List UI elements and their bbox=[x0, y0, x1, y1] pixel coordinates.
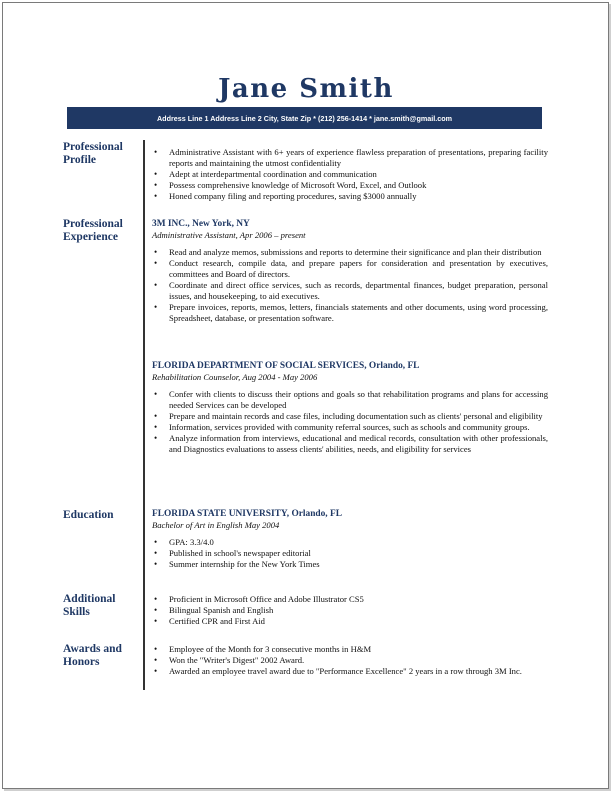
list-item: • Won the "Writer's Digest" 2002 Award. bbox=[152, 655, 548, 666]
job-bullets bbox=[152, 389, 548, 455]
list-item: • Information, services provided with community referral sources, such as schools and community groups. bbox=[152, 422, 548, 433]
section-label-awards bbox=[63, 643, 141, 669]
candidate-name: Jane Smith bbox=[218, 74, 394, 104]
contact-band bbox=[67, 107, 542, 129]
degree: Bachelor of Art in English May 2004 bbox=[152, 520, 280, 530]
list-item: • Adept at interdepartmental coordination and communication bbox=[152, 169, 548, 180]
awards-bullets bbox=[152, 644, 548, 677]
list-item: • Read and analyze memos, submissions and reports to determine their significance and plan their distribution bbox=[152, 247, 548, 258]
list-item: • Coordinate and direct office services, such as records, departmental finances, budget preparation, personal issues, and housekeeping, to aid executives. bbox=[152, 280, 548, 302]
skills-bullets bbox=[152, 594, 548, 627]
list-item: • Certified CPR and First Aid bbox=[152, 616, 548, 627]
experience-job-2 bbox=[152, 360, 548, 455]
label-line: Education bbox=[63, 509, 114, 521]
awards-content bbox=[152, 644, 548, 677]
job-bullets bbox=[152, 247, 548, 324]
section-label-skills bbox=[63, 593, 141, 619]
label-line: Experience bbox=[63, 231, 118, 243]
label-line: Skills bbox=[63, 606, 90, 618]
list-item: • Possess comprehensive knowledge of Microsoft Word, Excel, and Outlook bbox=[152, 180, 548, 191]
label-line: Honors bbox=[63, 656, 100, 668]
section-divider-line bbox=[143, 140, 145, 690]
label-line: Awards and bbox=[63, 643, 122, 655]
education-content bbox=[152, 508, 548, 570]
list-item: • GPA: 3.3/4.0 bbox=[152, 537, 548, 548]
employer-name: 3M INC., New York, NY bbox=[152, 219, 250, 229]
list-item: • Confer with clients to discuss their options and goals so that rehabilitation programs and plans for accessing needed Services can be developed bbox=[152, 389, 548, 411]
profile-bullets bbox=[152, 147, 548, 202]
section-label-education bbox=[63, 509, 141, 522]
job-title: Administrative Assistant, Apr 2006 – present bbox=[152, 230, 306, 240]
education-bullets bbox=[152, 537, 548, 570]
list-item: • Published in school's newspaper editorial bbox=[152, 548, 548, 559]
school-name: FLORIDA STATE UNIVERSITY, Orlando, FL bbox=[152, 509, 342, 519]
employer-name: FLORIDA DEPARTMENT OF SOCIAL SERVICES, Orlando, FL bbox=[152, 361, 420, 371]
list-item: • Employee of the Month for 3 consecutive months in H&M bbox=[152, 644, 548, 655]
list-item: • Prepare and maintain records and case files, including documentation such as clients' personal and eligibility bbox=[152, 411, 548, 422]
list-item: • Proficient in Microsoft Office and Adobe Illustrator CS5 bbox=[152, 594, 548, 605]
list-item: • Awarded an employee travel award due to "Performance Excellence" 2 years in a row through 3M Inc. bbox=[152, 666, 548, 677]
profile-content bbox=[152, 147, 548, 202]
list-item: • Conduct research, compile data, and prepare papers for consideration and presentation by executives, committees and Board of directors. bbox=[152, 258, 548, 280]
skills-content bbox=[152, 594, 548, 627]
section-label-profile bbox=[63, 141, 141, 167]
label-line: Professional bbox=[63, 141, 123, 153]
section-label-experience bbox=[63, 218, 141, 244]
list-item: • Honed company filing and reporting procedures, saving $3000 annually bbox=[152, 191, 548, 202]
list-item: • Prepare invoices, reports, memos, letters, financials statements and other documents, using word processing, Spreadsheet, database, or presentation software. bbox=[152, 302, 548, 324]
label-line: Additional bbox=[63, 593, 116, 605]
list-item: • Analyze information from interviews, educational and medical records, consultation with other professionals, and Diagnostics evaluations to assess clients' abilities, needs, and eligibility for services bbox=[152, 433, 548, 455]
list-item: • Administrative Assistant with 6+ years of experience flawless preparation of presentations, preparing facility reports and maintaining the utmost confidentiality bbox=[152, 147, 548, 169]
label-line: Professional bbox=[63, 218, 123, 230]
list-item: • Bilingual Spanish and English bbox=[152, 605, 548, 616]
list-item: • Summer internship for the New York Times bbox=[152, 559, 548, 570]
label-line: Profile bbox=[63, 154, 96, 166]
contact-info: Address Line 1 Address Line 2 City, State Zip * (212) 256-1414 * jane.smith@gmail.com bbox=[156, 113, 452, 123]
job-title: Rehabilitation Counselor, Aug 2004 - May 2006 bbox=[152, 372, 318, 382]
experience-job-1 bbox=[152, 218, 548, 324]
